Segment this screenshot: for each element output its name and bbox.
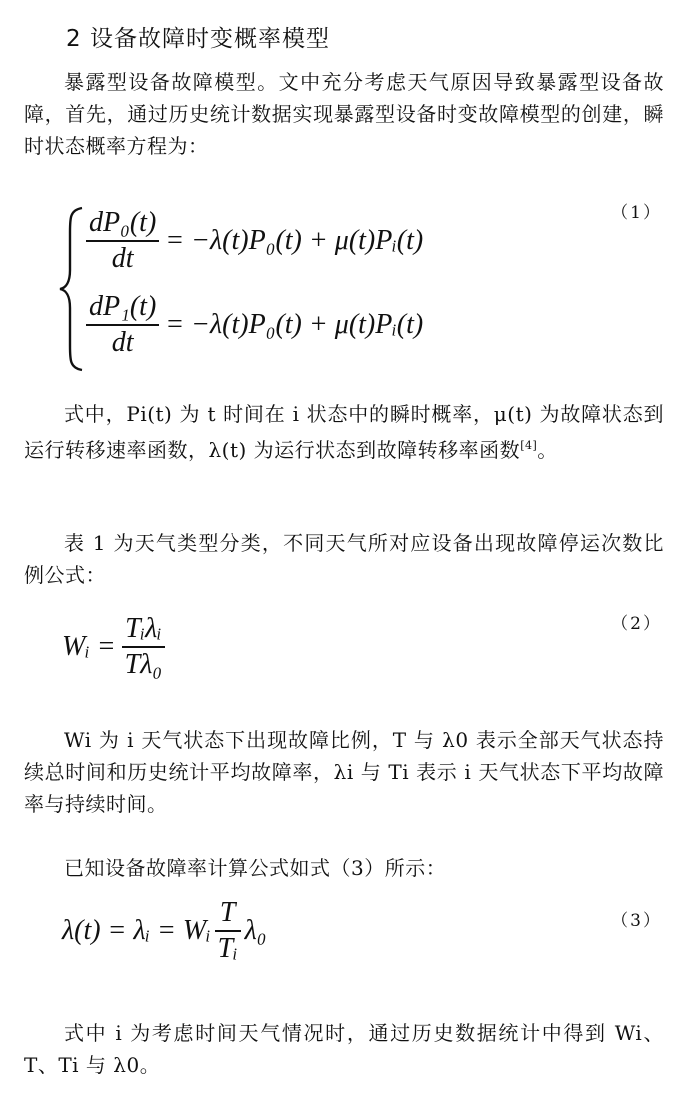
equation-2-fraction [122,612,165,682]
paragraph-symbol-definitions-text: 式中，Pi(t) 为 t 时间在 i 状态中的瞬时概率，μ(t) 为故障状态到运行转移速率函数，λ(t) 为运行状态到故障转移率函数 [24,402,664,462]
paragraph-weather-ratio-explanation: Wi 为 i 天气状态下出现故障比例，T 与 λ0 表示全部天气状态持续总时间和历史统计平均故障率，λi 与 Ti 表示 i 天气状态下平均故障率与持续时间。 [24,728,664,816]
equation-number-3: （3） [611,911,662,931]
equation-1-numerator-1: dP₀(t) [89,207,157,238]
paragraph-symbol-definitions [24,398,664,466]
equation-number-1: （1） [611,203,662,223]
citation-reference: [4] [520,439,538,452]
equation-1-fraction-2 [86,290,159,360]
equation-1-rhs-2: = −λ(t)P₀(t) + μ(t)Pᵢ(t) [165,309,424,340]
equation-3-tail: λ₀ [244,915,267,946]
equation-3-lhs: λ(t) = λᵢ = Wᵢ [62,915,211,946]
equation-2-denominator: Tλ₀ [124,649,163,680]
equation-1-line-2 [86,290,423,360]
paragraph-weather-table-intro: 表 1 为天气类型分类，不同天气所对应设备出现故障停运次数比例公式： [24,531,664,587]
paragraph-exposed-fault-model: 暴露型设备故障模型。文中充分考虑天气原因导致暴露型设备故障，首先，通过历史统计数据实现暴露型设备时变故障模型的创建，瞬时状态概率方程为： [24,70,664,158]
left-brace-icon [58,206,84,372]
equation-1-rhs-1: = −λ(t)P₀(t) + μ(t)Pᵢ(t) [165,225,424,256]
equation-3-denominator: Tᵢ [217,933,238,964]
equation-2-lhs: Wᵢ = [62,631,116,662]
equation-1-line-1 [86,206,423,276]
equation-1-fraction-1 [86,206,159,276]
paragraph-symbol-definitions-end: 。 [537,438,558,462]
paragraph-variable-origin: 式中 i 为考虑时间天气情况时，通过历史数据统计中得到 Wi、T、Ti 与 λ0。 [24,1021,664,1077]
equation-3-numerator: T [219,897,236,928]
equation-3-fraction [215,896,241,966]
equation-1-denominator-1: dt [111,243,134,274]
equation-1-denominator-2: dt [111,327,134,358]
equation-number-2: （2） [611,614,662,634]
equation-1-numerator-2: dP₁(t) [89,291,157,322]
equation-2-numerator: Tᵢλᵢ [125,613,162,644]
equation-3 [62,896,267,966]
equation-2 [62,612,165,682]
paragraph-failure-rate-intro: 已知设备故障率计算公式如式（3）所示： [64,856,447,880]
section-heading: 2 设备故障时变概率模型 [66,26,330,52]
